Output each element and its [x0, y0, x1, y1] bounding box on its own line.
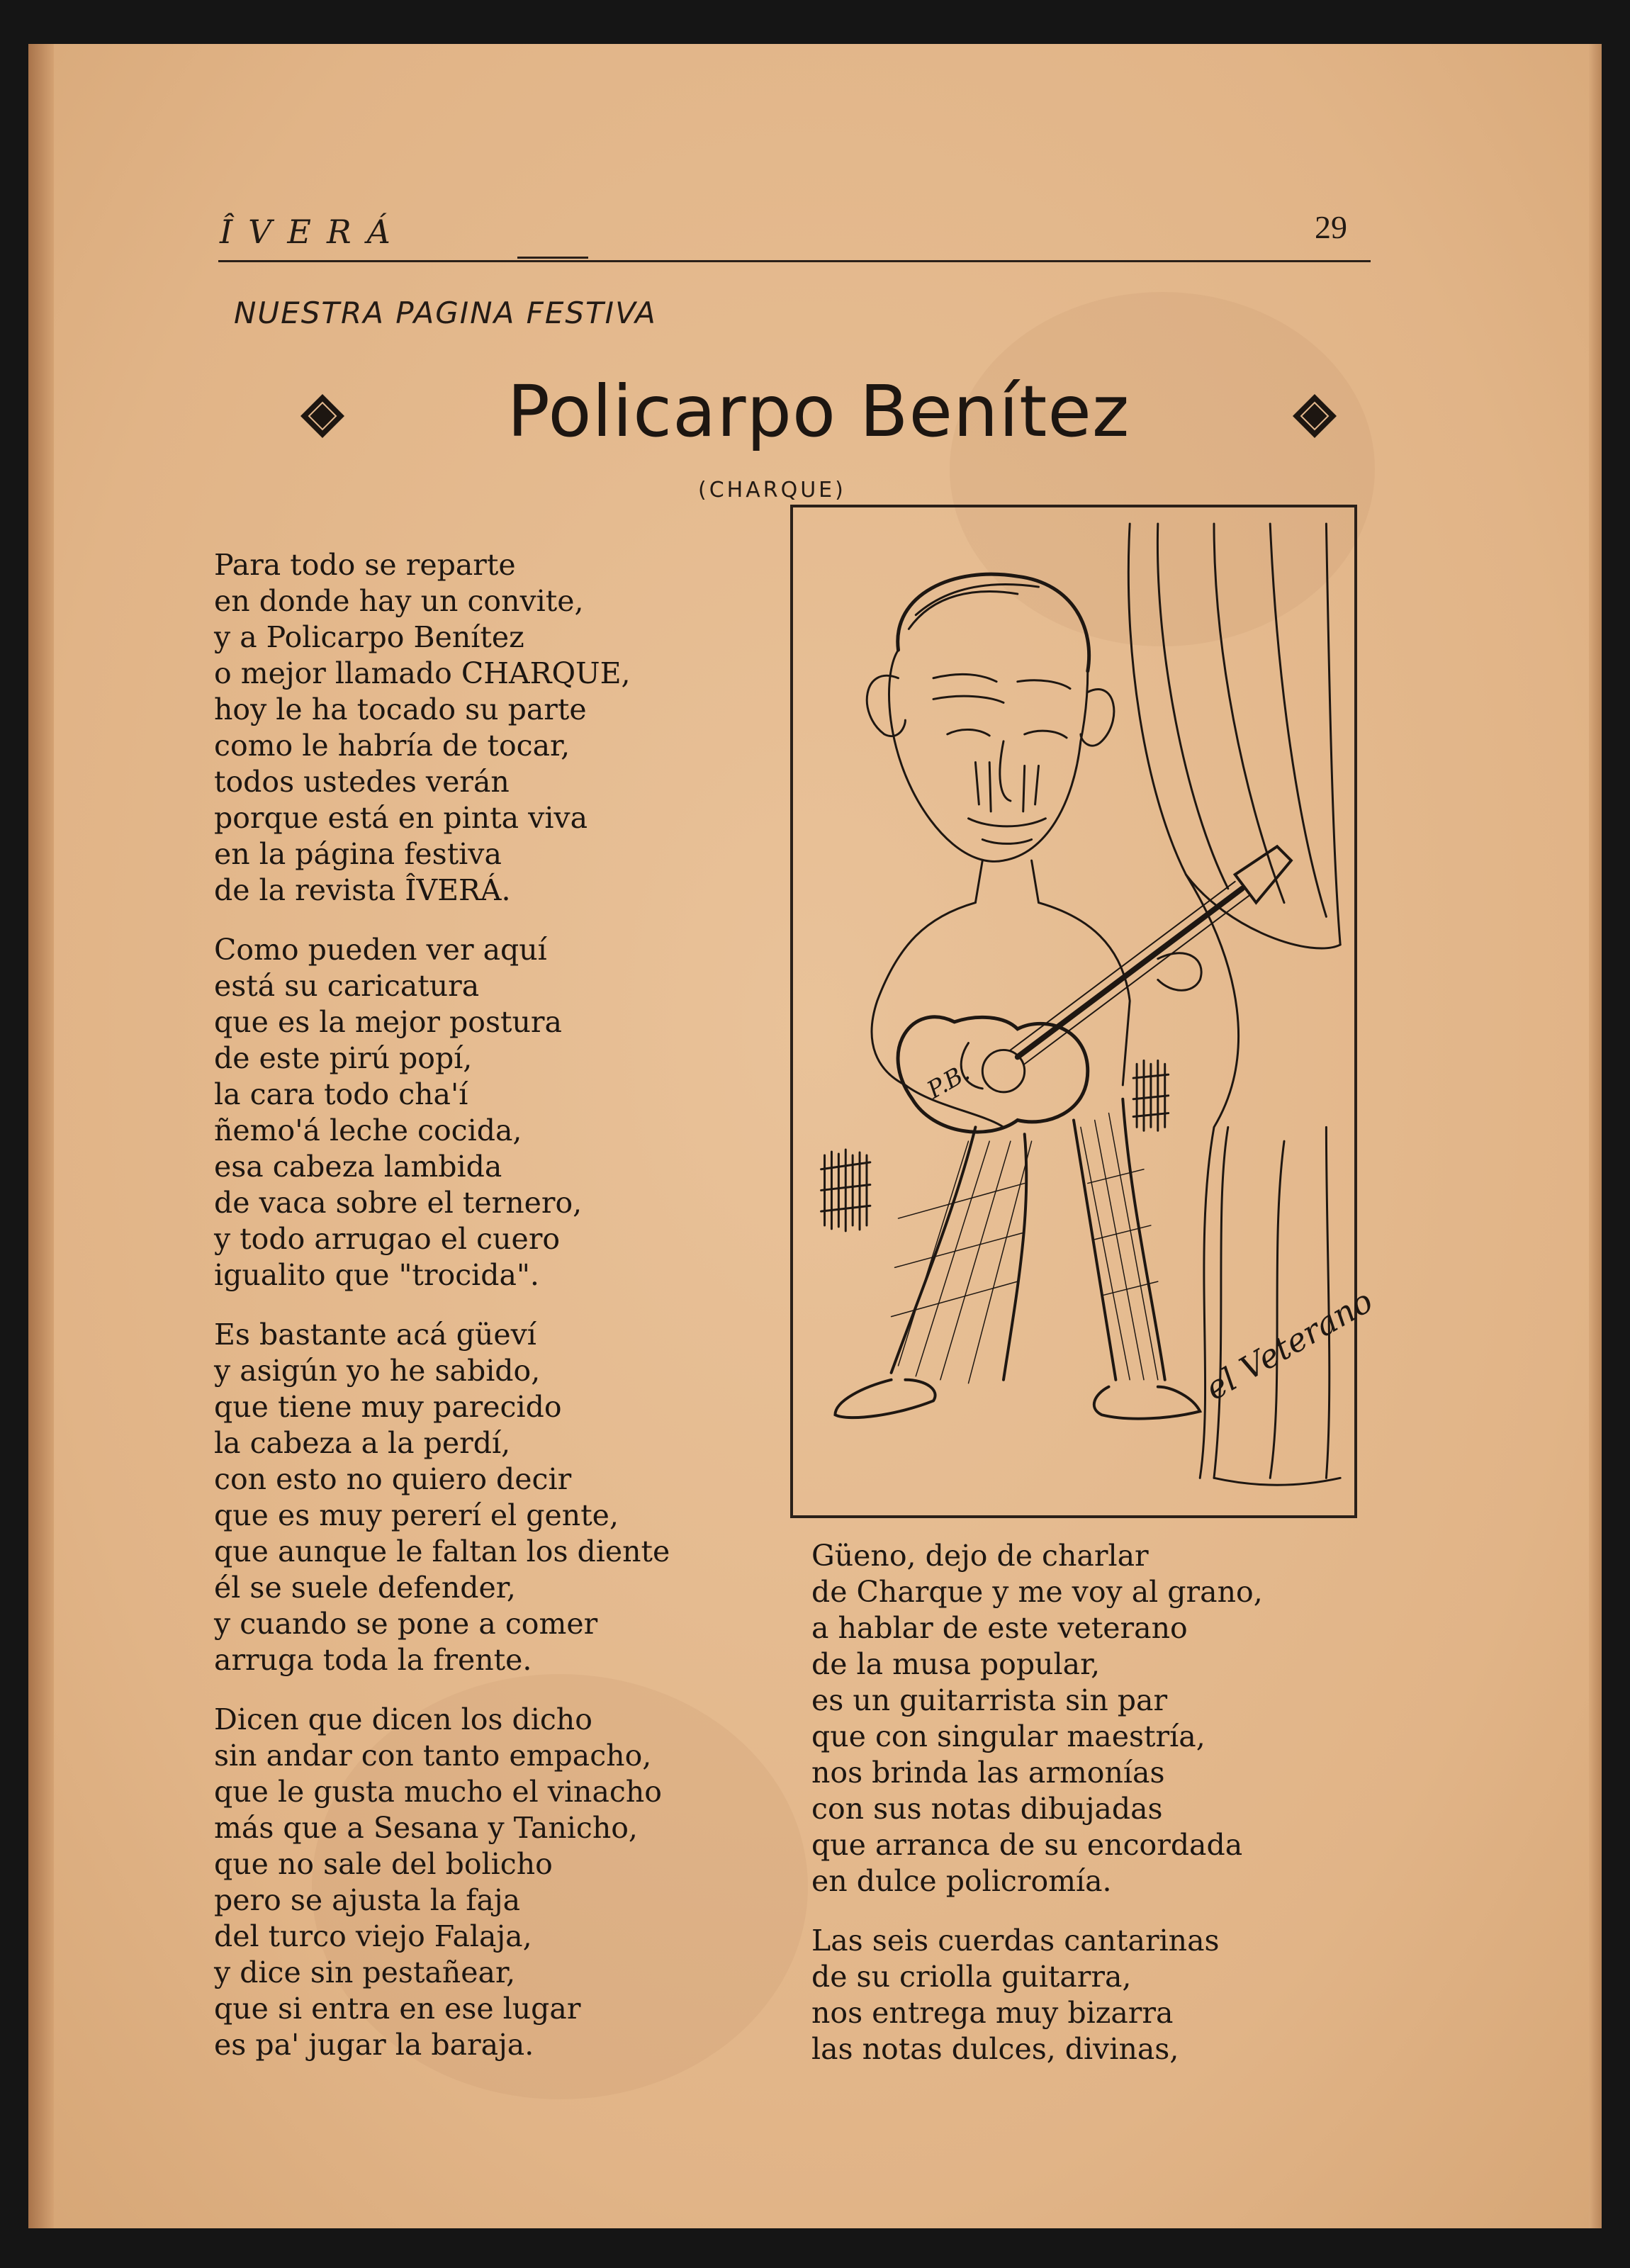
- verse-line: en donde hay un convite,: [214, 584, 584, 618]
- verse-line: esa cabeza lambida: [214, 1150, 502, 1184]
- verse-line: ñemo'á leche cocida,: [214, 1113, 522, 1147]
- verse-line: Como pueden ver aquí: [214, 933, 547, 967]
- verse-line: Es bastante acá güeví: [214, 1318, 536, 1352]
- guitar-initials: P.B.: [922, 1057, 974, 1104]
- stanza: [214, 1702, 781, 2063]
- stanza: [811, 1538, 1364, 1899]
- article-title: Policarpo Benítez: [507, 370, 1130, 453]
- verse-line: él se suele defender,: [214, 1571, 516, 1605]
- magazine-title: ÎVERÁ: [220, 213, 406, 251]
- stanza: [811, 1923, 1364, 2067]
- caricature-drawing: [793, 507, 1379, 1515]
- caricature-illustration: [790, 505, 1379, 1518]
- verse-line: las notas dulces, divinas,: [811, 2032, 1179, 2066]
- verse-line: de vaca sobre el ternero,: [214, 1186, 583, 1220]
- verse-line: y dice sin pestañear,: [214, 1955, 516, 1989]
- verse-line: Las seis cuerdas cantarinas: [811, 1924, 1220, 1958]
- verse-line: que arranca de su encordada: [811, 1828, 1243, 1862]
- verse-line: que le gusta mucho el vinacho: [214, 1775, 662, 1809]
- artist-signature: el Veterano: [1199, 1281, 1379, 1408]
- verse-line: que si entra en ese lugar: [214, 1992, 581, 2026]
- page-number: 29: [1315, 209, 1347, 245]
- verse-line: nos brinda las armonías: [811, 1756, 1165, 1790]
- diamond-ornament-icon: [1290, 391, 1339, 441]
- verse-line: o mejor llamado CHARQUE,: [214, 656, 631, 690]
- stanza: [214, 1317, 781, 1678]
- verse-line: está su caricatura: [214, 969, 480, 1003]
- verse-line: es pa' jugar la baraja.: [214, 2028, 534, 2062]
- verse-line: más que a Sesana y Tanicho,: [214, 1811, 638, 1845]
- verse-line: la cara todo cha'í: [214, 1077, 468, 1111]
- verse-line: con esto no quiero decir: [214, 1462, 572, 1496]
- verse-line: como le habría de tocar,: [214, 729, 570, 763]
- verse-line: que con singular maestría,: [811, 1719, 1205, 1753]
- page-spine-shadow: [28, 44, 54, 2228]
- verse-line: y todo arrugao el cuero: [214, 1222, 561, 1256]
- verse-line: de Charque y me voy al grano,: [811, 1575, 1263, 1609]
- verse-line: que no sale del bolicho: [214, 1847, 553, 1881]
- verse-line: con sus notas dibujadas: [811, 1792, 1163, 1826]
- verse-line: de este pirú popí,: [214, 1041, 473, 1075]
- page-edge: [1589, 44, 1602, 2228]
- poem-right-column: [811, 1538, 1364, 2091]
- verse-line: todos ustedes verán: [214, 765, 510, 799]
- verse-line: arruga toda la frente.: [214, 1643, 532, 1677]
- verse-line: del turco viejo Falaja,: [214, 1919, 532, 1953]
- verse-line: que aunque le faltan los diente: [214, 1534, 670, 1568]
- verse-line: que es la mejor postura: [214, 1005, 562, 1039]
- stanza: [214, 932, 781, 1293]
- verse-line: a hablar de este veterano: [811, 1611, 1188, 1645]
- header-rule: [218, 260, 1371, 262]
- verse-line: porque está en pinta viva: [214, 801, 588, 835]
- verse-line: en la página festiva: [214, 837, 502, 871]
- poem-left-column: [214, 547, 781, 2087]
- verse-line: Para todo se reparte: [214, 548, 516, 582]
- verse-line: en dulce policromía.: [811, 1864, 1112, 1898]
- verse-line: de la musa popular,: [811, 1647, 1101, 1681]
- verse-line: hoy le ha tocado su parte: [214, 692, 587, 726]
- verse-line: que tiene muy parecido: [214, 1390, 562, 1424]
- verse-line: Güeno, dejo de charlar: [811, 1539, 1149, 1573]
- verse-line: de la revista ÎVERÁ.: [214, 873, 511, 907]
- verse-line: y a Policarpo Benítez: [214, 620, 524, 654]
- magazine-page: [28, 44, 1602, 2228]
- header-rule-accent: [517, 257, 588, 259]
- verse-line: es un guitarrista sin par: [811, 1683, 1168, 1717]
- verse-line: pero se ajusta la faja: [214, 1883, 521, 1917]
- verse-line: la cabeza a la perdí,: [214, 1426, 511, 1460]
- verse-line: de su criolla guitarra,: [811, 1960, 1132, 1994]
- verse-line: Dicen que dicen los dicho: [214, 1702, 592, 1736]
- verse-line: y cuando se pone a comer: [214, 1607, 598, 1641]
- article-subtitle: (CHARQUE): [698, 478, 846, 503]
- verse-line: igualito que "trocida".: [214, 1258, 539, 1292]
- verse-line: y asigún yo he sabido,: [214, 1354, 541, 1388]
- verse-line: sin andar con tanto empacho,: [214, 1739, 652, 1773]
- verse-line: nos entrega muy bizarra: [811, 1996, 1174, 2030]
- section-label: NUESTRA PAGINA FESTIVA: [234, 296, 657, 330]
- verse-line: que es muy pererí el gente,: [214, 1498, 619, 1532]
- title-row: [298, 370, 1339, 469]
- stanza: [214, 547, 781, 909]
